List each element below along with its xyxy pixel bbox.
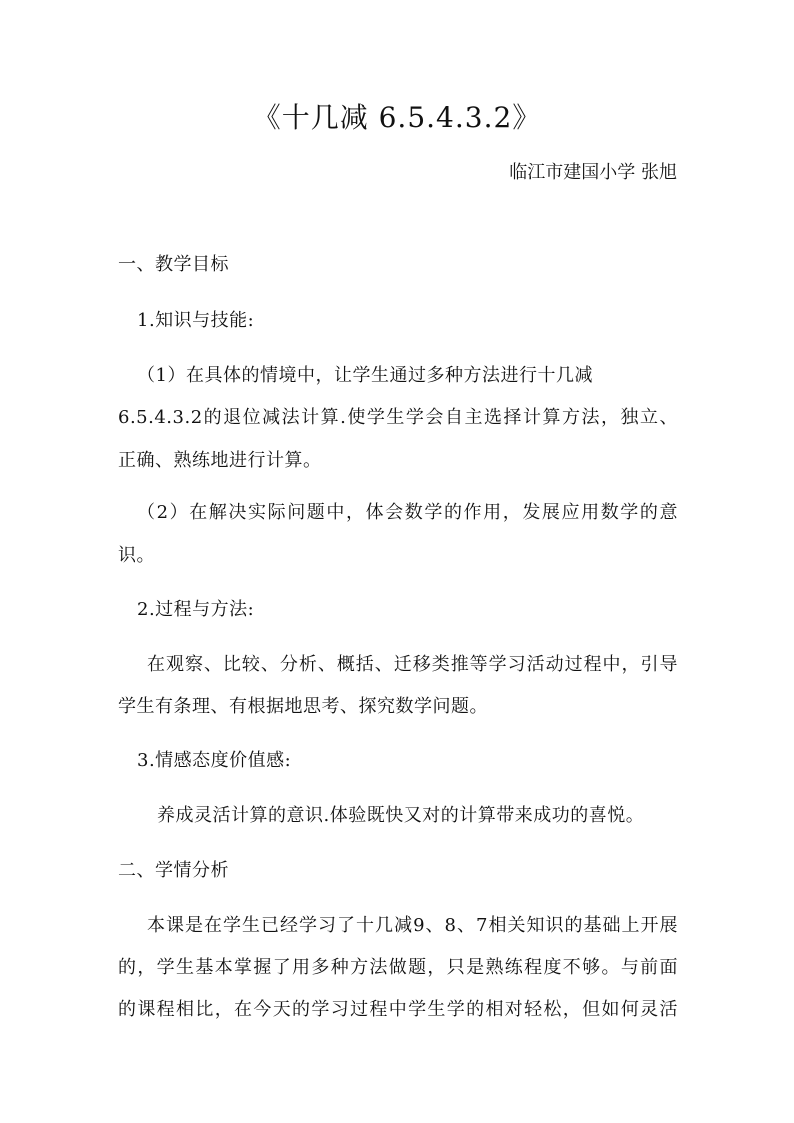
- paragraph-line: 的，学生基本掌握了用多种方法做题，只是熟练程度不够。与前面: [118, 957, 678, 978]
- subheading-attitude-values: 3.情感态度价值感:: [137, 750, 292, 771]
- subheading-knowledge-skills: 1.知识与技能:: [137, 310, 255, 331]
- paragraph-line: （2）在解决实际问题中，体会数学的作用，发展应用数学的意: [137, 502, 678, 523]
- paragraph-line: 学生有条理、有根据地思考、探究数学问题。: [118, 696, 488, 717]
- paragraph-line: （1）在具体的情境中，让学生通过多种方法进行十几减: [137, 365, 593, 386]
- paragraph-line: 正确、熟练地进行计算。: [118, 450, 322, 471]
- section-heading-learner-analysis: 二、学情分析: [118, 860, 229, 881]
- paragraph-line: 养成灵活计算的意识.体验既快又对的计算带来成功的喜悦。: [157, 805, 645, 826]
- document-title: 《十几减 6.5.4.3.2》: [252, 101, 542, 134]
- author-line: 临江市建国小学 张旭: [509, 162, 677, 183]
- paragraph-line: 本课是在学生已经学习了十几减9、8、7相关知识的基础上开展: [147, 915, 678, 936]
- subheading-process-methods: 2.过程与方法:: [137, 599, 255, 620]
- section-heading-objectives: 一、教学目标: [118, 254, 229, 275]
- paragraph-line: 的课程相比，在今天的学习过程中学生学的相对轻松，但如何灵活: [118, 999, 678, 1020]
- paragraph-line: 识。: [118, 545, 155, 566]
- paragraph-line: 6.5.4.3.2的退位减法计算.使学生学会自主选择计算方法，独立、: [118, 407, 678, 428]
- paragraph-line: 在观察、比较、分析、概括、迁移类推等学习活动过程中，引导: [147, 654, 678, 675]
